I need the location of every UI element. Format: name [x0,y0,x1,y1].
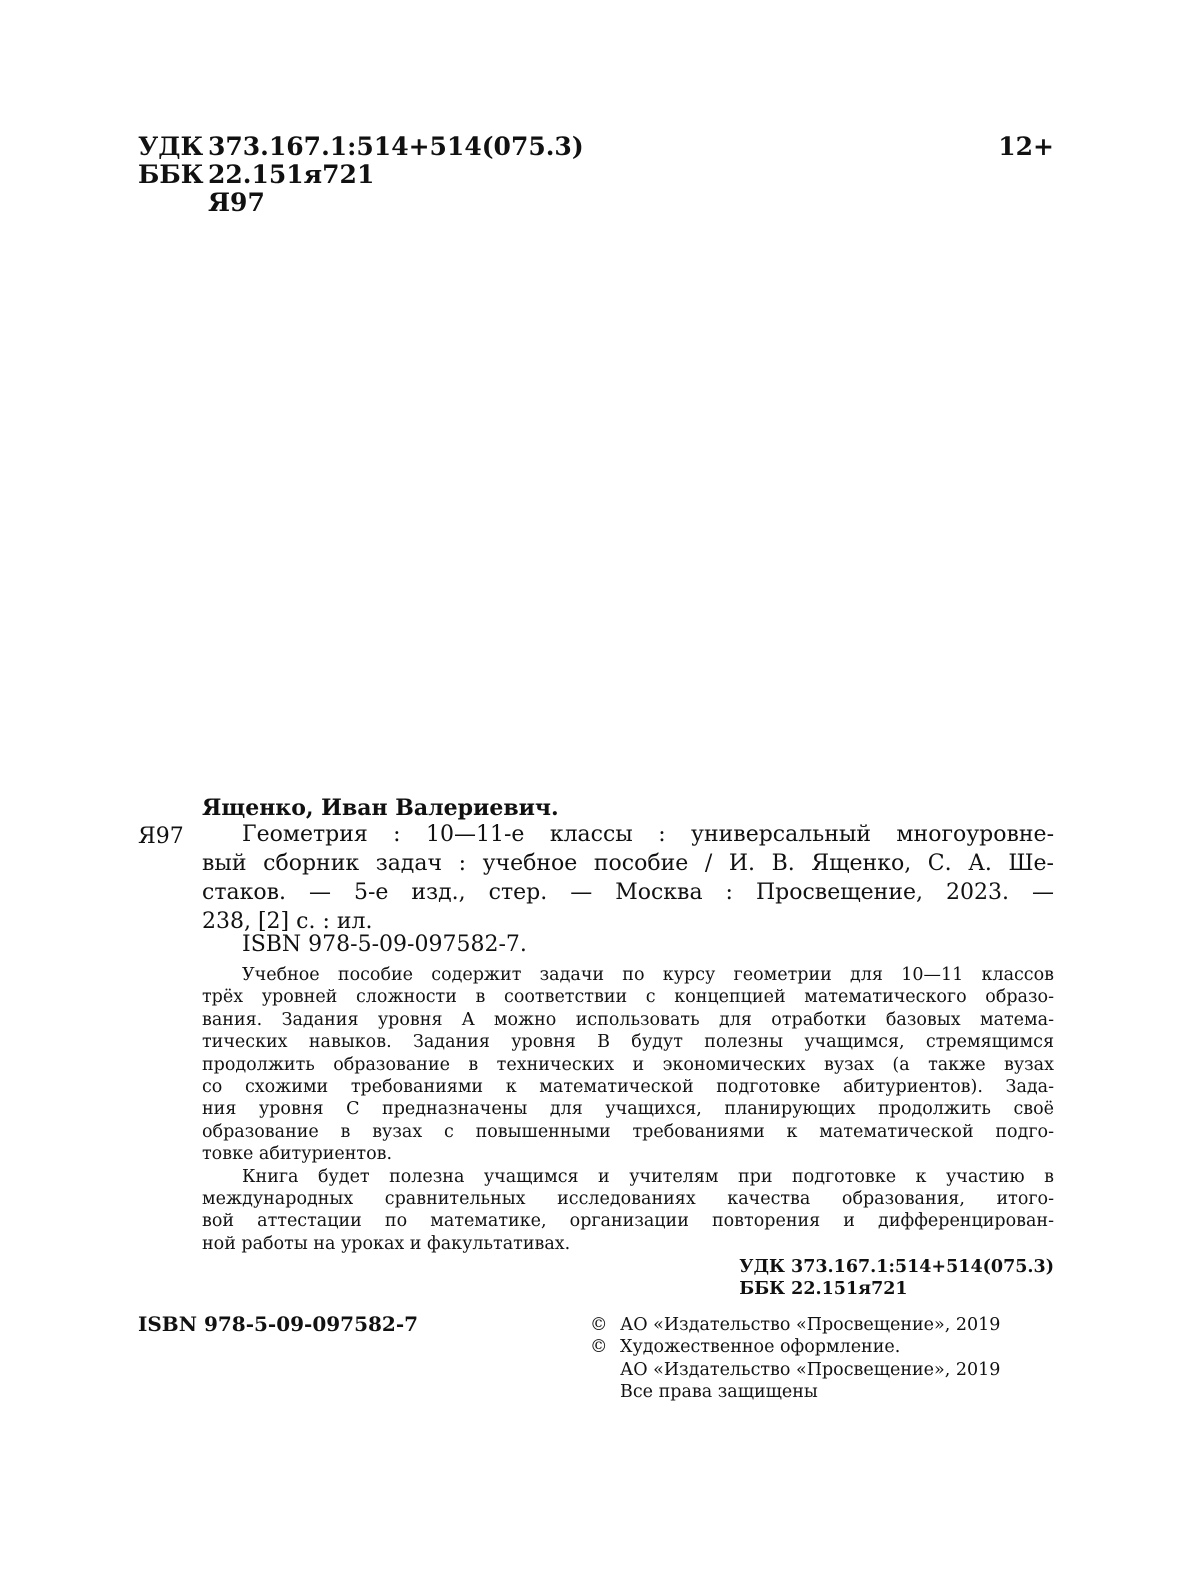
copyright-block [590,1314,1056,1404]
record-isbn: ISBN 978-5-09-097582-7. [242,932,527,957]
description-line: 238, [2] с. : ил. [202,909,373,934]
copyright-text: Художественное оформление. [620,1337,901,1358]
annotation-line: тических навыков. Задания уровня B будут полезны учащимся, стремящимся [202,1032,1054,1053]
rights-reserved: Все права защищены [620,1382,818,1403]
description-line: Геометрия : 10—11-е классы : универсальный многоуровне- [242,822,1054,847]
copyright-text: АО «Издательство «Просвещение», 2019 [620,1315,1001,1335]
classification-udk: УДК 373.167.1:514+514(075.3) [739,1257,1054,1277]
footer-isbn: ISBN 978-5-09-097582-7 [138,1312,419,1336]
annotation-line: со схожими требованиями к математической подготовке абитуриентов). Зада- [202,1076,1054,1097]
annotation-line: товке абитуриентов. [202,1144,393,1165]
copyright-publisher [590,1314,1056,1336]
description-line: вый сборник задач : учебное пособие / И. В. Ященко, С. А. Ше- [202,851,1054,876]
annotation-line: ной работы на уроках и факультативах. [202,1233,571,1254]
classification-block [739,1256,1054,1300]
annotation-line: вания. Задания уровня A можно использовать для отработки базовых матема- [202,1009,1054,1030]
record-author: Ященко, Иван Валериевич. [202,795,559,821]
copyright-icon: © [590,1337,608,1358]
annotation-line: вой аттестации по математике, организации повторения и дифференцирован- [202,1211,1054,1232]
age-rating: 12+ [998,132,1054,161]
annotation-line: трёх уровней сложности в соответствии с концепцией математического образо- [202,987,1054,1008]
bbk-header [138,160,374,189]
author-mark-header: Я97 [208,188,265,217]
record-description [202,820,1054,936]
bbk-label: ББК [138,160,204,189]
annotation-line: Книга будет полезна учащимся и учителям при подготовке к участию в [242,1166,1054,1187]
annotation-line: международных сравнительных исследованиях качества образования, итого- [202,1188,1054,1209]
record-author-mark: Я97 [138,824,184,849]
copyright-icon: © [590,1315,608,1335]
copyright-design-publisher: АО «Издательство «Просвещение», 2019 [620,1359,1001,1380]
classification-bbk: ББК 22.151я721 [739,1279,908,1299]
udk-value: 373.167.1:514+514(075.3) [208,132,584,161]
description-line: стаков. — 5-е изд., стер. — Москва : Просвещение, 2023. — [202,880,1054,905]
annotation-line: продолжить образование в технических и экономических вузах (а также вузах [202,1054,1054,1075]
copyright-design [590,1336,1056,1358]
bbk-value: 22.151я721 [208,160,375,189]
udk-label: УДК [138,132,204,161]
annotation-line: Учебное пособие содержит задачи по курсу геометрии для 10—11 классов [242,965,1054,985]
udk-header [138,132,584,161]
annotation-line: образование в вузах с повышенными требованиями к математической подго- [202,1121,1054,1142]
annotation-line: ния уровня C предназначены для учащихся, планирующих продолжить своё [202,1099,1054,1120]
annotation [202,964,1054,1255]
